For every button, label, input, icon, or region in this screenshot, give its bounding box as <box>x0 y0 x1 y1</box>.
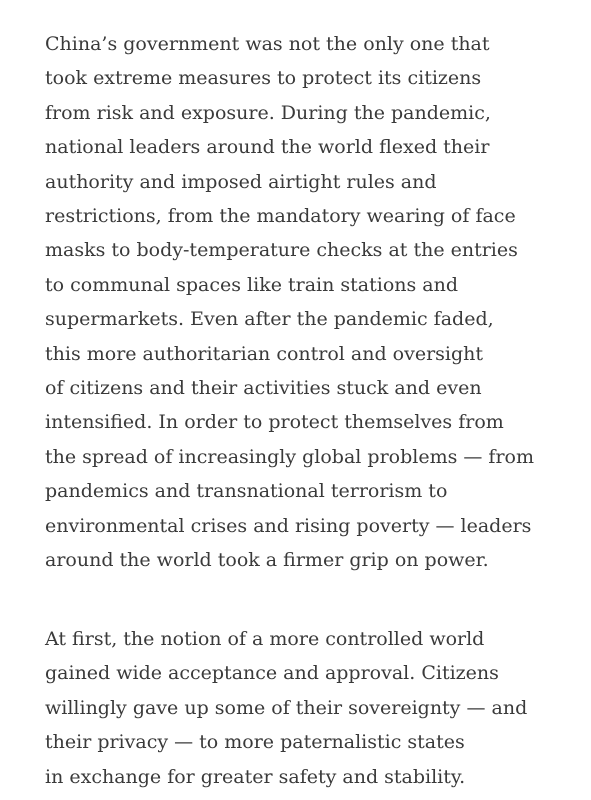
text-line: intensified. In order to protect themselves from <box>45 411 504 434</box>
text-line: restrictions, from the mandatory wearing of face <box>45 205 516 228</box>
text-line: this more authoritarian control and oversight <box>45 342 484 365</box>
text-line: national leaders around the world flexed their <box>45 136 490 159</box>
body-paragraph <box>45 622 527 794</box>
body-paragraph <box>45 27 534 578</box>
text-line: in exchange for greater safety and stability. <box>45 765 466 788</box>
text-line: authority and imposed airtight rules and <box>45 170 437 193</box>
text-line: around the world took a firmer grip on power. <box>45 549 489 572</box>
text-line: environmental crises and rising poverty — leaders <box>45 514 532 537</box>
text-line: At first, the notion of a more controlled world <box>45 628 485 650</box>
text-line: China’s government was not the only one that <box>45 33 490 55</box>
text-line: their privacy — to more paternalistic states <box>45 731 465 754</box>
text-line: from risk and exposure. During the pandemic, <box>45 101 491 124</box>
text-line: the spread of increasingly global problems — from <box>45 445 534 468</box>
text-line: willingly gave up some of their sovereignty — and <box>45 696 528 719</box>
text-line: of citizens and their activities stuck and even <box>45 377 482 400</box>
text-line: took extreme measures to protect its citizens <box>45 67 482 90</box>
text-line: masks to body-temperature checks at the entries <box>45 239 518 262</box>
text-line: supermarkets. Even after the pandemic faded, <box>45 308 494 331</box>
text-line: pandemics and transnational terrorism to <box>45 480 448 503</box>
text-line: gained wide acceptance and approval. Citizens <box>45 662 499 685</box>
text-line: to communal spaces like train stations and <box>45 273 459 296</box>
